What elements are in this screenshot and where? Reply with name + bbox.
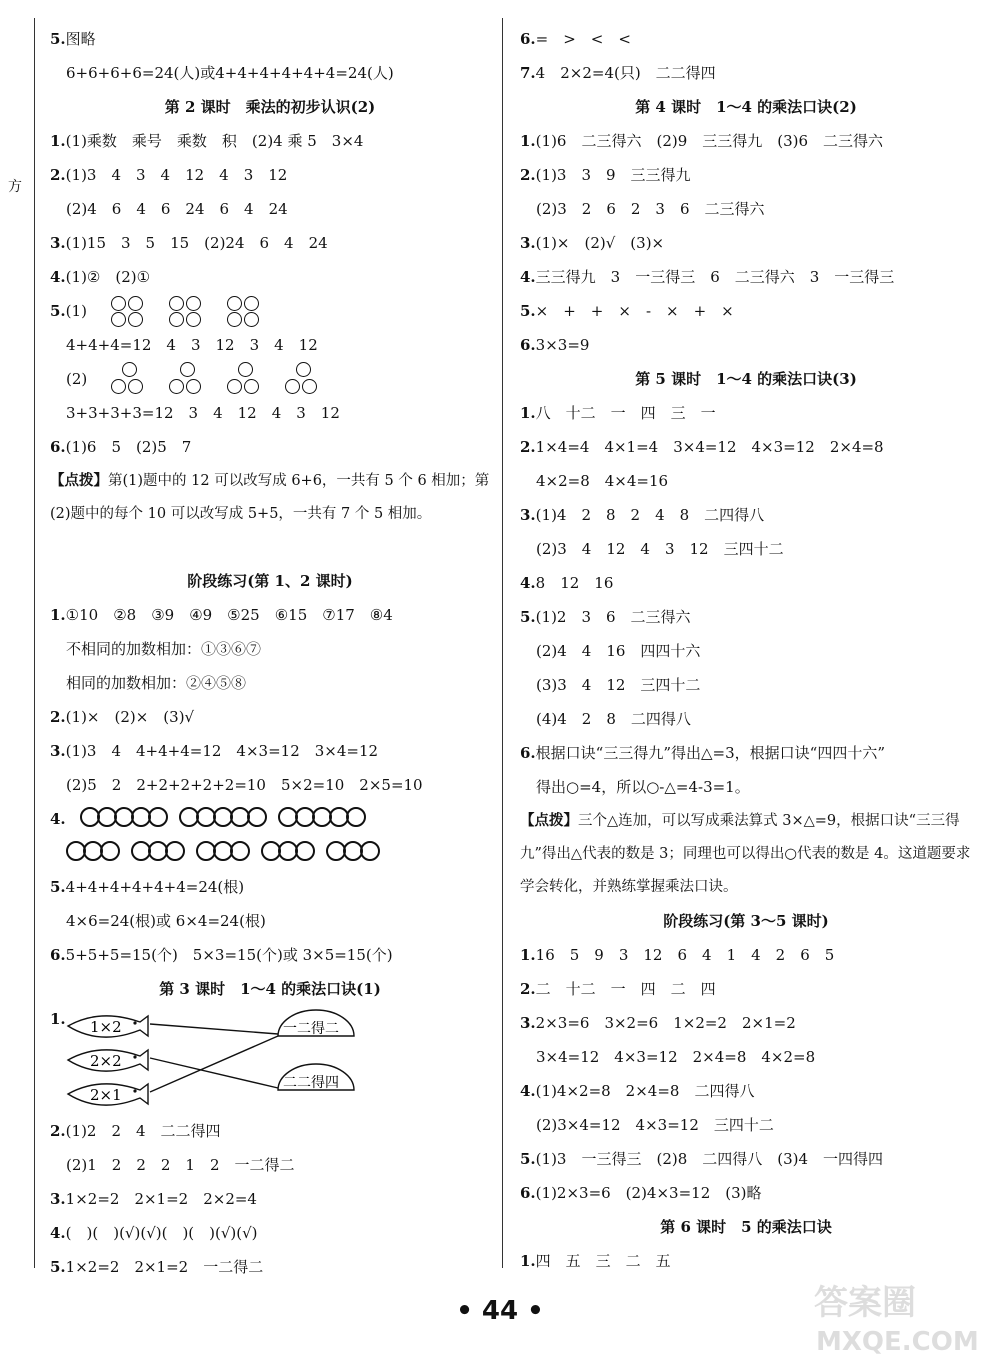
- answer-line: 1.四 五 三 二 五: [520, 1252, 671, 1270]
- tip-note: 【点拨】第(1)题中的 12 可以改写成 6+6，一共有 5 个 6 相加；第(2)题中的每个 10 可以改写成 5+5，一共有 7 个 5 相加。: [50, 472, 490, 522]
- answer-line: 7.4 2×2=4(只) 二二得四: [520, 64, 716, 82]
- page-number: • 44 •: [456, 1296, 544, 1326]
- margin-note: 方: [8, 179, 22, 195]
- answer-line: 3.(1)4 2 8 2 4 8 二四得八: [520, 506, 765, 524]
- fish-label: 2×1: [90, 1086, 122, 1104]
- watermark-logo: [806, 1270, 986, 1360]
- circle-row-five: 4.: [50, 802, 490, 836]
- circle-group: [169, 362, 203, 396]
- circle-group: [111, 296, 145, 327]
- left-column: [50, 22, 490, 1284]
- answer-line: 3×4=12 4×3=12 2×4=8 4×2=8: [536, 1048, 816, 1066]
- left-margin-rule: [34, 18, 35, 1268]
- answer-line: 3.(1)× (2)√ (3)×: [520, 234, 665, 252]
- section-heading: 第 5 课时 1～4 的乘法口诀(3): [635, 370, 857, 388]
- section-heading: 第 4 课时 1～4 的乘法口诀(2): [635, 98, 857, 116]
- answer-line: 2.1×4=4 4×1=4 3×4=12 4×3=12 2×4=8: [520, 438, 884, 456]
- answer-line: 5.(1)2 3 6 二三得六: [520, 608, 691, 626]
- answer-line: 4.( )( )(√)(√)( )( )(√)(√): [50, 1224, 258, 1242]
- watermark-top: 答案圈: [814, 1283, 916, 1323]
- answer-line: 3.2×3=6 3×2=6 1×2=2 2×1=2: [520, 1014, 796, 1032]
- answer-line: 不相同的加数相加：①③⑥⑦: [66, 640, 262, 658]
- right-column: [520, 22, 972, 1278]
- answer-line: 1.①10 ②8 ③9 ④9 ⑤25 ⑥15 ⑦17 ⑧4: [50, 606, 393, 624]
- answer-line: 5.4+4+4+4+4+4=24(根): [50, 878, 245, 896]
- watermark-bottom: MXQE.COM: [816, 1327, 979, 1357]
- section-heading: 第 6 课时 5 的乘法口诀: [660, 1218, 832, 1236]
- answer-line: 相同的加数相加：②④⑤⑧: [66, 674, 247, 692]
- circle-group: [278, 807, 363, 831]
- fish-label: 2×2: [90, 1052, 122, 1070]
- answer-line: 1.(1)乘数 乘号 乘数 积 (2)4 乘 5 3×4: [50, 132, 364, 150]
- fish-matching-svg: [60, 1006, 390, 1114]
- answer-line: 6.根据口诀“三三得九”得出△=3，根据口诀“四四十六”: [520, 744, 885, 762]
- circle-group: [285, 362, 319, 396]
- answer-line: (2)3×4=12 4×3=12 三四十二: [536, 1116, 774, 1134]
- answer-line: (4)4 2 8 二四得八: [536, 710, 691, 728]
- answer-line: 5.图略: [50, 30, 96, 48]
- circle-group: [66, 841, 117, 865]
- answer-line: (2)3 4 12 4 3 12 三四十二: [536, 540, 784, 558]
- arc-label: 二二得四: [283, 1075, 339, 1091]
- answer-line: 4×6=24(根)或 6×4=24(根): [66, 912, 266, 930]
- circle-row-three: [50, 836, 490, 870]
- circle-group: [227, 362, 261, 396]
- circle-groups-3x4: (2): [50, 362, 490, 396]
- answer-line: 3+3+3+3=12 3 4 12 4 3 12: [66, 404, 340, 422]
- answer-line: 2.(1)2 2 4 二二得四: [50, 1122, 221, 1140]
- answer-line: 6.(1)2×3=6 (2)4×3=12 (3)略: [520, 1184, 762, 1202]
- circle-group: [261, 841, 312, 865]
- answer-line: 3.(1)3 4 4+4+4=12 4×3=12 3×4=12: [50, 742, 379, 760]
- circle-group: [111, 362, 145, 396]
- section-heading: 第 2 课时 乘法的初步认识(2): [164, 98, 376, 116]
- answer-line: 6.= > < <: [520, 30, 631, 48]
- answer-line: 1.(1)6 二三得六 (2)9 三三得九 (3)6 二三得六: [520, 132, 884, 150]
- answer-line: (2)5 2 2+2+2+2+2=10 5×2=10 2×5=10: [66, 776, 423, 794]
- circle-group: [196, 841, 247, 865]
- answer-line: 2.(1)× (2)× (3)√: [50, 708, 195, 726]
- answer-line: (2)1 2 2 2 1 2 一二得二: [66, 1156, 295, 1174]
- circle-group: [131, 841, 182, 865]
- column-divider: [502, 18, 503, 1268]
- circle-group: [179, 807, 264, 831]
- answer-line: 6.5+5+5=15(个) 5×3=15(个)或 3×5=15(个): [50, 946, 393, 964]
- section-heading: 第 3 课时 1～4 的乘法口诀(1): [159, 980, 381, 998]
- match-line: [150, 1024, 278, 1034]
- answer-line: (2)4 6 4 6 24 6 4 24: [66, 200, 288, 218]
- answer-line: 4×2=8 4×4=16: [536, 472, 669, 490]
- answer-line: 3.(1)15 3 5 15 (2)24 6 4 24: [50, 234, 328, 252]
- answer-line: 5.(1)3 一三得三 (2)8 二四得八 (3)4 一四得四: [520, 1150, 884, 1168]
- answer-line: 2.(1)3 3 9 三三得九: [520, 166, 691, 184]
- answer-line: 4.8 12 16: [520, 574, 614, 592]
- answer-line: 6.3×3=9: [520, 336, 590, 354]
- circle-group: [169, 296, 203, 327]
- answer-line: 4.(1)4×2=8 2×4=8 二四得八: [520, 1082, 755, 1100]
- answer-line: 2.二 十二 一 四 二 四: [520, 980, 716, 998]
- circle-group: [80, 807, 165, 831]
- fish-label: 1×2: [90, 1018, 122, 1036]
- answer-line: (3)3 4 12 三四十二: [536, 676, 701, 694]
- answer-line: 4.三三得九 3 一三得三 6 二三得六 3 一三得三: [520, 268, 895, 286]
- answer-line: 6.(1)6 5 (2)5 7: [50, 438, 192, 456]
- answer-line: (2)4 4 16 四四十六: [536, 642, 701, 660]
- answer-line: 1.16 5 9 3 12 6 4 1 4 2 6 5: [520, 946, 835, 964]
- answer-line: 3.1×2=2 2×1=2 2×2=4: [50, 1190, 257, 1208]
- answer-line: 5.1×2=2 2×1=2 一二得二: [50, 1258, 264, 1276]
- answer-line: 4.(1)② (2)①: [50, 268, 151, 286]
- answer-line: 得出○=4，所以○-△=4-3=1。: [536, 778, 750, 796]
- circle-groups-4x3: 5.(1): [50, 294, 490, 328]
- answer-line: 4+4+4=12 4 3 12 3 4 12: [66, 336, 318, 354]
- answer-line: 6+6+6+6=24(人)或4+4+4+4+4+4=24(人): [66, 64, 394, 82]
- answer-line: 2.(1)3 4 3 4 12 4 3 12: [50, 166, 288, 184]
- circle-group: [227, 296, 261, 327]
- section-heading: 阶段练习(第 1、2 课时): [187, 572, 353, 590]
- arc-label: 一二得二: [283, 1021, 339, 1037]
- answer-line: (2)3 2 6 2 3 6 二三得六: [536, 200, 765, 218]
- answer-line: 1.八 十二 一 四 三 一: [520, 404, 716, 422]
- fish-matching-diagram: 1. 1×2 2×2 2×1 一二得二 二二得四: [50, 1006, 490, 1114]
- circle-group: [326, 841, 377, 865]
- section-heading: 阶段练习(第 3～5 课时): [663, 912, 829, 930]
- answer-line: 5.× + + × - × + ×: [520, 302, 734, 320]
- tip-note: 【点拨】三个△连加，可以写成乘法算式 3×△=9，根据口诀“三三得九”得出△代表的数是 3；同理也可以得出○代表的数是 4。这道题要求学会转化，并熟练掌握乘法口诀。: [520, 812, 971, 895]
